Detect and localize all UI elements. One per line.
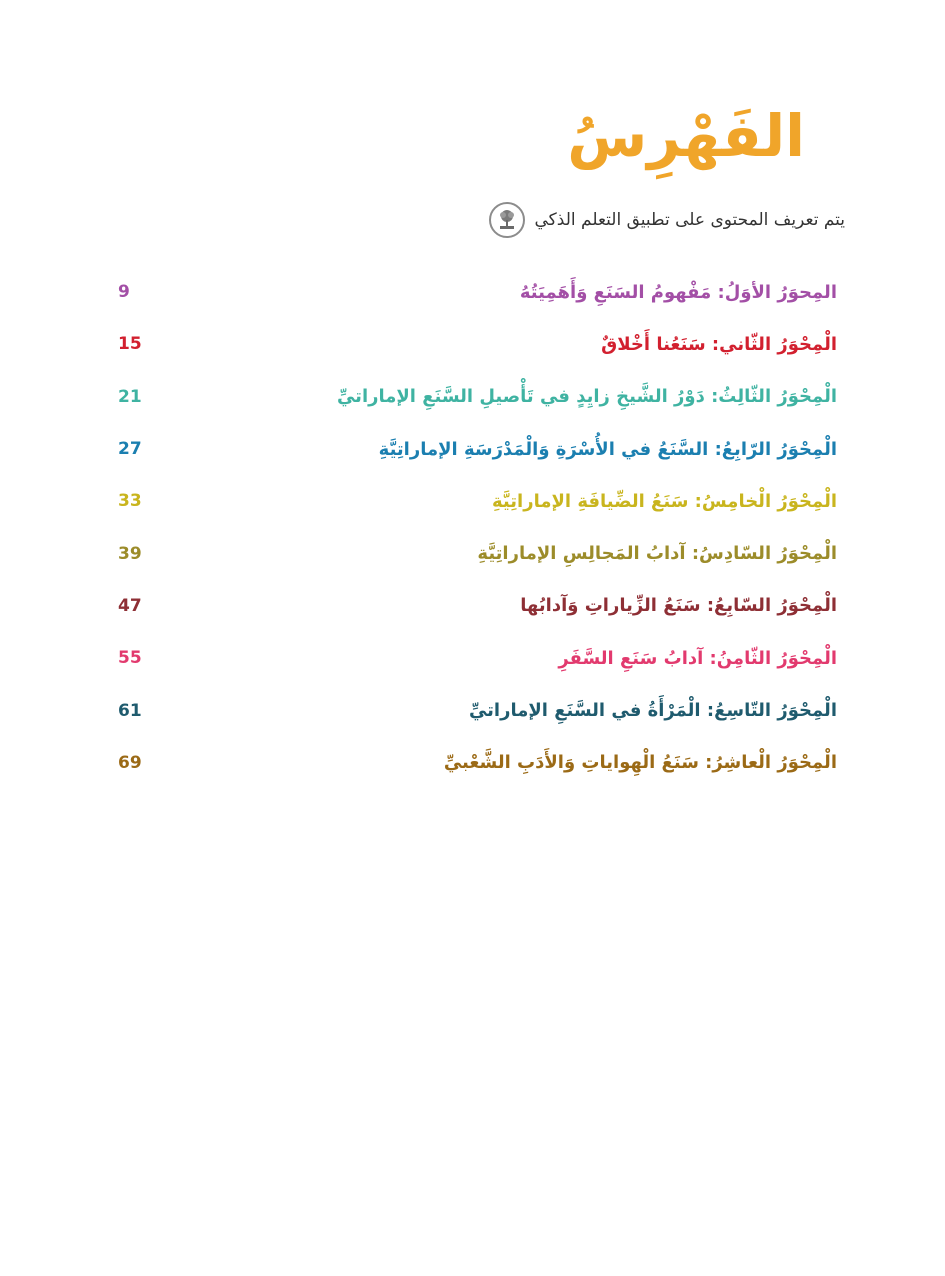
toc-row[interactable] (118, 737, 837, 789)
toc-chapter-title: الْمِحْوَرُ الثّالِثُ: دَوْرُ الشَّيخِ زايِدٍ في تَأْصيلِ السَّنَعِ الإماراتيِّ (336, 386, 837, 408)
toc-page-number: 61 (118, 700, 142, 721)
toc-page-number: 21 (118, 386, 142, 407)
toc-page-number: 69 (118, 752, 142, 773)
toc-page-number: 27 (118, 439, 142, 460)
toc-chapter-title: الْمِحْوَرُ الْخامِسُ: سَنَعُ الضِّيافَةِ الإماراتِيَّةِ (492, 490, 837, 512)
page-title: الفَهْرِسُ (567, 102, 805, 170)
toc-page-number: 39 (118, 543, 142, 564)
toc-page-number: 47 (118, 595, 142, 616)
toc-chapter-title: المِحوَرُ الأوَلُ: مَفْهومُ السَنَعِ وَأَهَمِيَتُهُ (519, 281, 837, 303)
toc-page-number: 15 (118, 334, 142, 355)
toc-chapter-title: الْمِحْوَرُ السّادِسُ: آدابُ المَجالِسِ الإماراتِيَّةِ (477, 543, 837, 565)
toc-chapter-title: الْمِحْوَرُ الثّامِنُ: آدابُ سَنَعِ السَّفَرِ (558, 647, 837, 669)
toc-row[interactable] (118, 318, 837, 370)
toc-chapter-title: الْمِحْوَرُ الثّاني: سَنَعُنا أَخْلاقٌ (601, 333, 837, 355)
toc-row[interactable] (118, 475, 837, 527)
toc-row[interactable] (118, 580, 837, 632)
toc-row[interactable] (118, 684, 837, 736)
toc-chapter-title: الْمِحْوَرُ التّاسِعُ: الْمَرْأَةُ في السَّنَعِ الإماراتيِّ (468, 700, 837, 722)
toc-page-number: 55 (118, 648, 142, 669)
toc-row[interactable] (118, 527, 837, 579)
toc-row[interactable] (118, 371, 837, 423)
toc-row[interactable] (118, 266, 837, 318)
toc-row[interactable] (118, 423, 837, 475)
toc-chapter-title: الْمِحْوَرُ الْعاشِرُ: سَنَعُ الْهِواياتِ وَالأَدَبِ الشَّعْبيِّ (443, 752, 837, 774)
toc-chapter-title: الْمِحْوَرُ الرّابِعُ: السَّنَعُ في الأُسْرَةِ وَالْمَدْرَسَةِ الإماراتِيَّةِ (378, 438, 837, 460)
tree-icon (489, 202, 525, 238)
smart-learning-note (489, 202, 845, 238)
toc-page-number: 9 (118, 282, 130, 303)
table-of-contents (118, 266, 837, 789)
toc-page-number: 33 (118, 491, 142, 512)
toc-chapter-title: الْمِحْوَرُ السّابِعُ: سَنَعُ الزِّياراتِ وَآدابُها (520, 595, 837, 617)
note-text: يتم تعريف المحتوى على تطبيق التعلم الذكي (534, 210, 845, 230)
toc-row[interactable] (118, 632, 837, 684)
